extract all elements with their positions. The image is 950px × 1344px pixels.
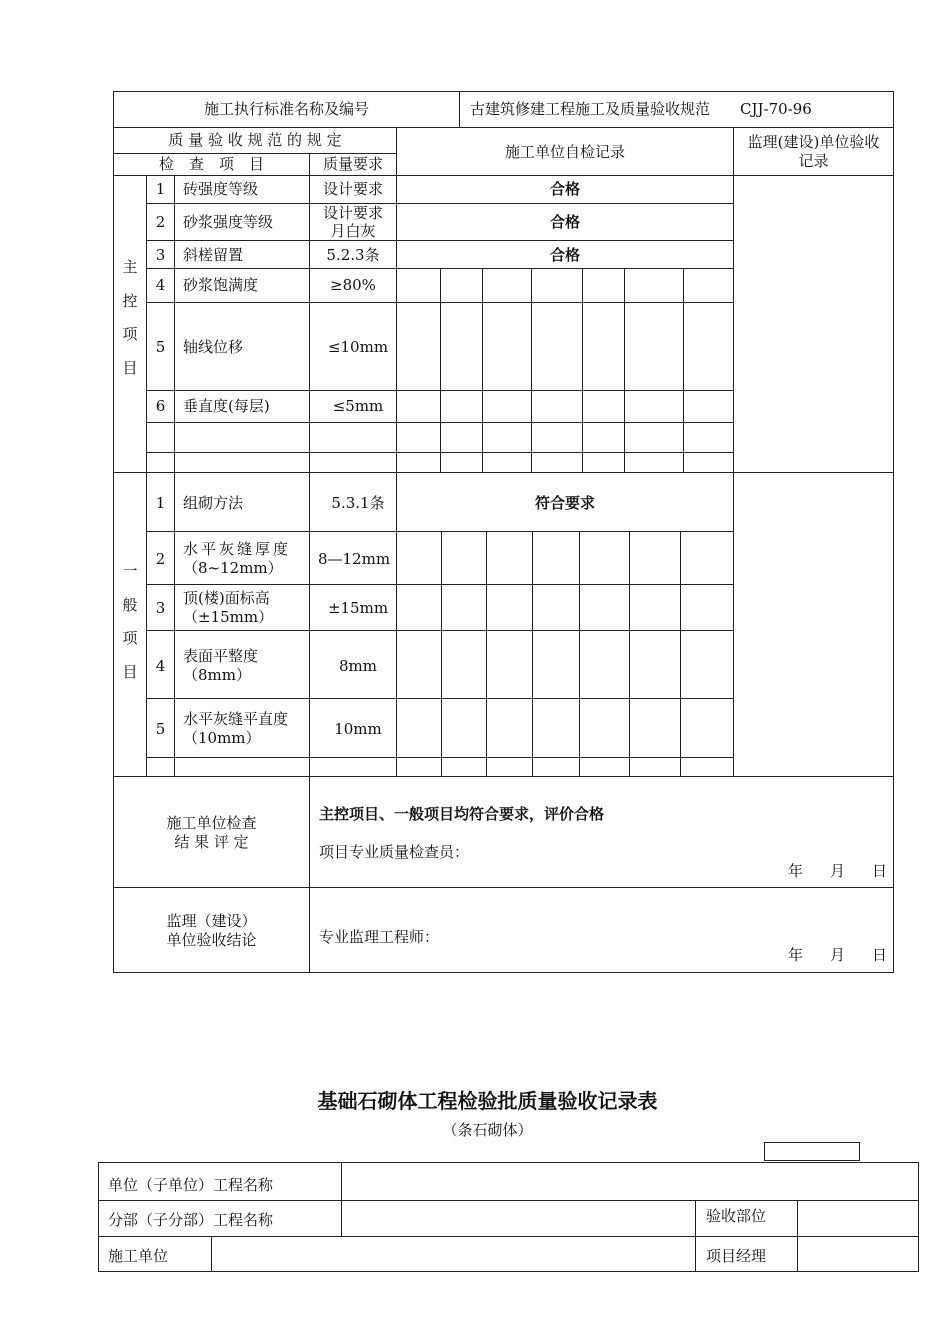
- item-requirement-line1: 设计要求: [322, 204, 383, 222]
- item-result: 合格: [549, 213, 580, 231]
- item-name-line1: 顶(楼)面标高: [183, 589, 270, 607]
- item-name-line1: 水平灰缝厚度: [183, 540, 292, 558]
- item-name: 砖强度等级: [183, 180, 259, 198]
- row-number: 5: [155, 720, 166, 738]
- construction-unit-field[interactable]: [212, 1237, 695, 1271]
- item-requirement: 8—12mm: [318, 550, 391, 568]
- item-requirement: 10mm: [334, 720, 382, 738]
- date-year: 年: [788, 862, 804, 880]
- conclusion-label-line1: 监理（建设）: [166, 912, 257, 930]
- item-requirement: ±15mm: [327, 599, 389, 617]
- item-name: 砂浆饱满度: [183, 276, 259, 294]
- item-name-line2: （8~12mm）: [183, 559, 283, 577]
- item-name: 砂浆强度等级: [183, 213, 274, 231]
- requirement-column-header: 质量要求: [322, 155, 383, 173]
- item-name-line1: 水平灰缝平直度: [183, 710, 289, 728]
- item-name: 垂直度(每层): [183, 397, 270, 415]
- row-number: 2: [155, 213, 166, 231]
- item-name-line1: 表面平整度: [183, 647, 259, 665]
- sub-project-name-label: 分部（子分部）工程名称: [108, 1211, 274, 1229]
- item-name: 斜槎留置: [183, 246, 244, 264]
- unit-project-name-label: 单位（子单位）工程名称: [108, 1176, 274, 1194]
- item-result: 合格: [549, 180, 580, 198]
- item-requirement: ≥80%: [330, 276, 376, 294]
- date-day: 日: [872, 862, 888, 880]
- item-column-header: 检 查 项 目: [158, 155, 264, 173]
- row-number: 1: [155, 180, 166, 198]
- item-requirement: 5.2.3条: [326, 246, 380, 264]
- row-number: 5: [155, 338, 166, 356]
- item-name-line2: （8mm）: [183, 666, 251, 684]
- item-requirement-line2: 月白灰: [330, 222, 376, 240]
- spec-label: 质 量 验 收 规 范 的 规 定: [168, 131, 342, 149]
- item-name: 组砌方法: [183, 494, 244, 512]
- general-items-group-label: 一 般 项 目: [122, 562, 138, 681]
- construction-unit-label: 施工单位: [108, 1247, 169, 1265]
- form-title: 基础石砌体工程检验批质量验收记录表: [317, 1089, 658, 1113]
- row-number: 3: [155, 599, 166, 617]
- row-number: 6: [155, 397, 166, 415]
- date-year: 年: [788, 946, 804, 964]
- quality-inspector-label: 项目专业质量检查员：: [319, 843, 470, 861]
- standard-label: 施工执行标准名称及编号: [203, 100, 369, 118]
- item-requirement: 8mm: [339, 657, 377, 675]
- sub-project-name-field[interactable]: [342, 1201, 695, 1236]
- date-day: 日: [872, 946, 888, 964]
- acceptance-part-label: 验收部位: [706, 1207, 767, 1225]
- item-name-line2: （10mm）: [183, 729, 261, 747]
- item-name: 轴线位移: [183, 338, 244, 356]
- conclusion-label-line2: 单位验收结论: [166, 931, 257, 949]
- unit-project-name-field[interactable]: [342, 1163, 918, 1200]
- row-number: 4: [155, 657, 166, 675]
- row-number: 4: [155, 276, 166, 294]
- supervision-header-line1: 监理(建设)单位验收: [747, 133, 880, 151]
- item-requirement: 5.3.1条: [331, 494, 385, 512]
- evaluation-result: 主控项目、一般项目均符合要求，评价合格: [319, 805, 605, 823]
- evaluation-label-line1: 施工单位检查: [166, 814, 257, 832]
- standard-value: 古建筑修建工程施工及质量验收规范 CJJ-70-96: [470, 100, 812, 118]
- date-month: 月: [830, 862, 846, 880]
- item-requirement: ≤10mm: [327, 338, 389, 356]
- row-number: 1: [155, 494, 166, 512]
- item-result: 符合要求: [534, 494, 595, 512]
- item-result: 合格: [549, 246, 580, 264]
- date-month: 月: [830, 946, 846, 964]
- supervising-engineer-label: 专业监理工程师：: [319, 928, 440, 946]
- row-number: 3: [155, 246, 166, 264]
- acceptance-part-field[interactable]: [798, 1201, 918, 1236]
- record-number-box[interactable]: [764, 1142, 860, 1161]
- supervision-header-line2: 记录: [798, 152, 829, 170]
- project-manager-label: 项目经理: [706, 1247, 767, 1265]
- item-requirement: 设计要求: [322, 180, 383, 198]
- form-subtitle: （条石砌体）: [442, 1121, 533, 1139]
- item-requirement: ≤5mm: [332, 397, 384, 415]
- self-check-header: 施工单位自检记录: [504, 143, 625, 161]
- main-items-group-label: 主 控 项 目: [122, 258, 138, 377]
- project-manager-field[interactable]: [798, 1237, 918, 1271]
- row-number: 2: [155, 550, 166, 568]
- item-name-line2: （±15mm）: [183, 608, 274, 626]
- evaluation-label-line2: 结 果 评 定: [174, 833, 249, 851]
